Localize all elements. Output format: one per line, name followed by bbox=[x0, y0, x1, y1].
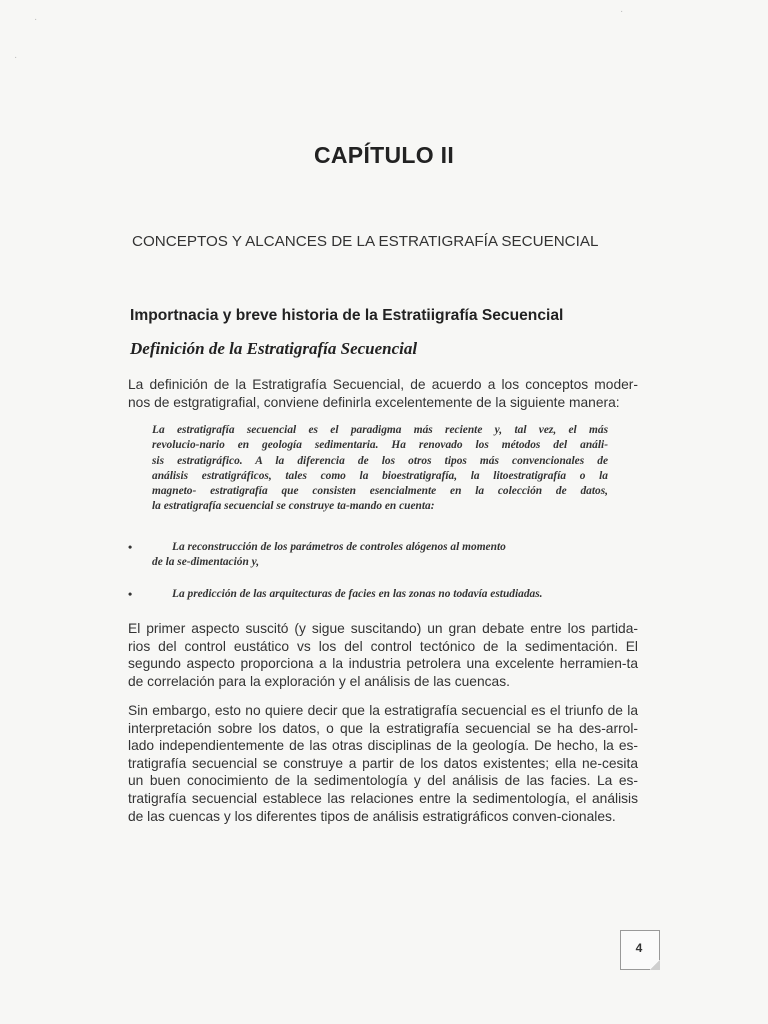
scan-speck: · bbox=[14, 52, 18, 63]
bullet-line: La reconstrucción de los parámetros de controles alógenos al momento bbox=[172, 541, 506, 553]
paragraph-line: un buen conocimiento de la sedimentología y del análisis de las facies. La es- bbox=[128, 773, 638, 789]
quote-line: sis estratigráfico. A la diferencia de los otros tipos más convencionales de bbox=[152, 454, 608, 467]
bullet-item bbox=[128, 587, 628, 605]
paragraph-line: de correlación para la exploración y el análisis de las cuencas. bbox=[128, 673, 510, 689]
quote-line: La estratigrafía secuencial es el paradigma más reciente y, tal vez, el más bbox=[152, 424, 608, 436]
bullet-item bbox=[128, 540, 608, 572]
scan-speck: · bbox=[620, 6, 624, 17]
intro-paragraph bbox=[128, 376, 638, 411]
paragraph-line: interpretación sobre los datos, o que la estratigrafía secuencial se ha des-arrol- bbox=[128, 720, 638, 736]
quote-line: la estratigrafía secuencial se construye ta-mando en cuenta: bbox=[152, 500, 435, 513]
body-paragraph bbox=[128, 702, 638, 825]
quote-line: análisis estratigráficos, tales como la bioestratigrafía, la litoestratigrafía o la bbox=[152, 469, 608, 482]
scan-speck: · bbox=[34, 14, 38, 25]
paragraph-line: tratigrafía secuencial se construye a partir de los datos existentes; ella ne-cesita bbox=[128, 755, 638, 771]
section-heading: Importnacia y breve historia de la Estratiigrafía Secuencial bbox=[130, 307, 564, 324]
paragraph-line: nos de estgratigrafial, conviene definirla excelentemente de la siguiente manera: bbox=[128, 394, 620, 410]
paragraph-line: La definición de la Estratigrafía Secuencial, de acuerdo a los conceptos moder- bbox=[128, 377, 638, 392]
paragraph-line: tratigrafía secuencial establece las relaciones entre la sedimentología, el análisis bbox=[128, 790, 638, 806]
section-subtitle: CONCEPTOS Y ALCANCES DE LA ESTRATIGRAFÍA SECUENCIAL bbox=[132, 233, 599, 250]
paragraph-line: Sin embargo, esto no quiere decir que la estratigrafía secuencial es el triunfo de la bbox=[128, 703, 638, 718]
paragraph-line: segundo aspecto proporciona a la industria petrolera una excelente herramien-ta bbox=[128, 656, 638, 672]
bullet-line: de la se-dimentación y, bbox=[152, 556, 260, 568]
body-paragraph bbox=[128, 620, 638, 690]
page-number: 4 bbox=[635, 941, 643, 955]
bullet-marker: • bbox=[128, 540, 133, 554]
quote-line: magneto- estratigrafía que consisten esencialmente en la colección de datos, bbox=[152, 485, 608, 498]
chapter-title: CAPÍTULO II bbox=[313, 142, 455, 168]
page-number-box bbox=[620, 930, 660, 970]
subsection-heading: Definición de la Estratigrafía Secuencial bbox=[130, 339, 418, 358]
bullet-marker: • bbox=[128, 587, 133, 601]
paragraph-line: El primer aspecto suscitó (y sigue suscitando) un gran debate entre los partida- bbox=[128, 621, 638, 636]
bullet-line: La predicción de las arquitecturas de facies en las zonas no todavía estudiadas. bbox=[172, 588, 543, 600]
paragraph-line: de las cuencas y los diferentes tipos de análisis estratigráficos conven-cionales. bbox=[128, 808, 616, 824]
paragraph-line: rios del control eustático vs los del control tectónico de la sedimentación. El bbox=[128, 638, 638, 654]
definition-quote bbox=[152, 423, 608, 515]
quote-line: revolucio-nario en geología sedimentaria. Ha renovado los métodos del análi- bbox=[152, 439, 608, 452]
paragraph-line: lado independientemente de las otras disciplinas de la geología. De hecho, la es- bbox=[128, 738, 638, 754]
